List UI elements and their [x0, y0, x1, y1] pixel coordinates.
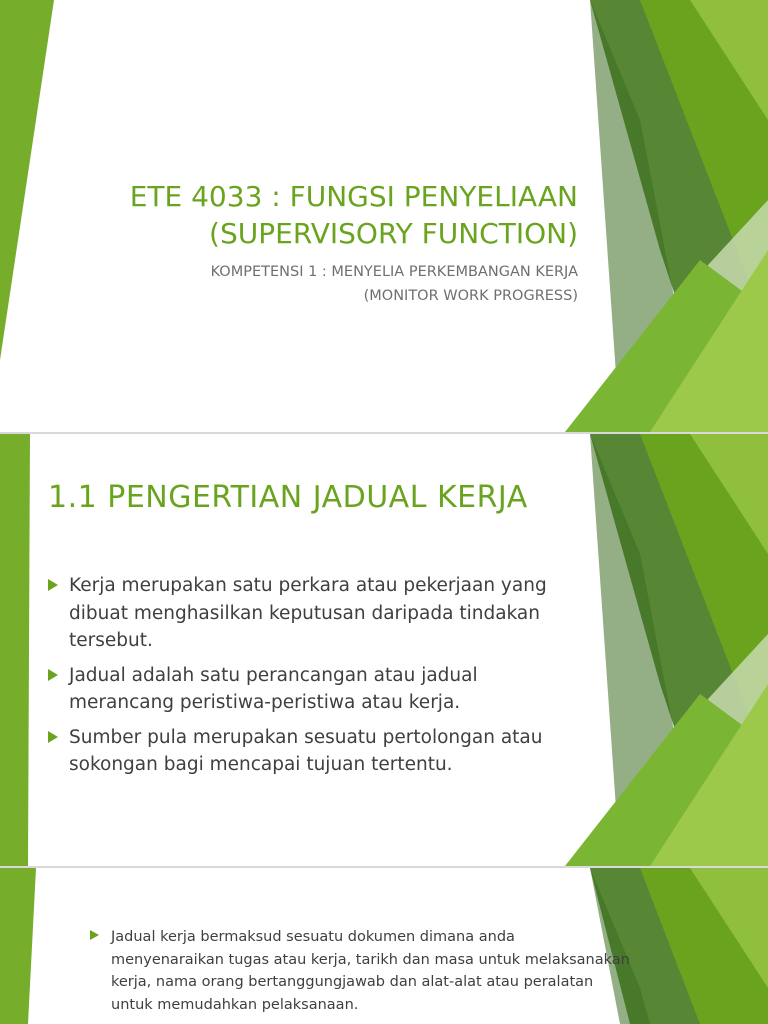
bullet-list — [48, 572, 588, 786]
list-item: Sumber pula merupakan sesuatu pertolongan atau sokongan bagi mencapai tujuan tertentu. — [48, 724, 588, 779]
content-slide-partial — [0, 868, 768, 1024]
bullet-triangle-icon — [48, 731, 58, 743]
bullet-triangle-icon — [48, 669, 58, 681]
title-slide — [0, 0, 768, 432]
list-item: Jadual kerja bermaksud sesuatu dokumen dimana anda menyenaraikan tugas atau kerja, tarikh dan masa untuk melaksanakan kerja, nama orang bertanggungjawab dan alat-alat atau peralatan untuk memudahkan pelaksanaan. — [90, 926, 630, 1016]
list-item: Jadual adalah satu perancangan atau jadual merancang peristiwa-peristiwa atau kerja. — [48, 662, 588, 717]
slide-title: ETE 4033 : FUNGSI PENYELIAAN (SUPERVISORY FUNCTION) — [129, 180, 578, 250]
slide-subtitle: KOMPETENSI 1 : MENYELIA PERKEMBANGAN KERJA (MONITOR WORK PROGRESS) — [210, 264, 578, 304]
list-item: Kerja merupakan satu perkara atau pekerjaan yang dibuat menghasilkan keputusan daripada tindakan tersebut. — [48, 572, 588, 655]
slide-title: 1.1 PENGERTIAN JADUAL KERJA — [48, 480, 528, 515]
bullet-triangle-icon — [48, 579, 58, 591]
content-slide — [0, 434, 768, 866]
bullet-list — [90, 926, 630, 1016]
bullet-triangle-icon — [90, 930, 99, 940]
